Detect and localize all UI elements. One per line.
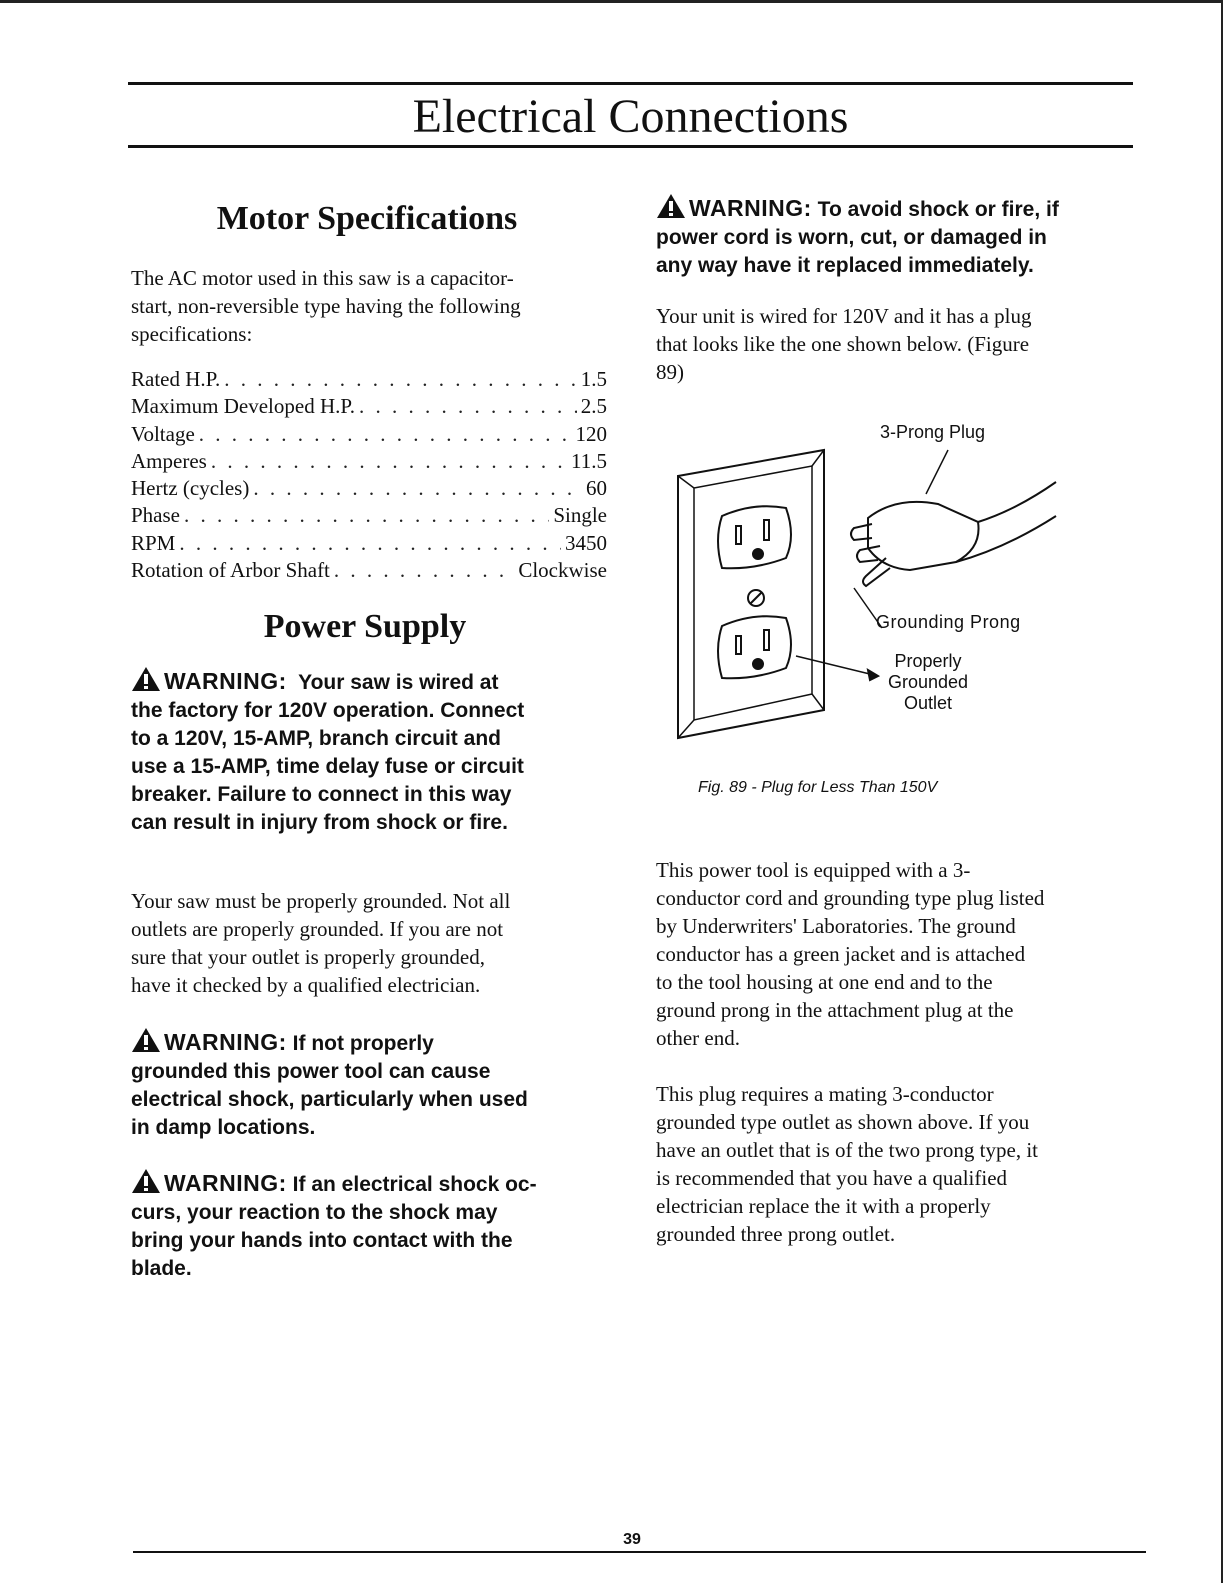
- paragraph-line: that looks like the one shown below. (Figure: [656, 332, 1030, 356]
- paragraph-line: ground prong in the attachment plug at the: [656, 998, 1014, 1022]
- warning-label: WARNING:: [164, 1029, 287, 1056]
- spec-value: 11.5: [571, 448, 607, 473]
- paragraph-line: Your saw must be properly grounded. Not all: [131, 889, 511, 914]
- motor-intro-line: specifications:: [131, 322, 253, 346]
- grounding-paragraph: [131, 887, 609, 999]
- warning-text: blade.: [131, 1257, 192, 1281]
- warning-text: breaker. Failure to connect in this way: [131, 783, 512, 807]
- paragraph-line: This power tool is equipped with a 3-: [656, 858, 971, 882]
- spec-label: Rated H.P.: [131, 367, 221, 391]
- motor-spec-table: [131, 366, 607, 584]
- paragraph-line: electrician replace the it with a properly: [656, 1194, 991, 1218]
- dot-leader: [179, 530, 561, 557]
- warning-text: can result in injury from shock or fire.: [131, 811, 508, 835]
- spec-value: 2.5: [580, 394, 607, 419]
- spec-label: Hertz (cycles): [131, 476, 250, 501]
- warning-text: If an electrical shock oc-: [292, 1173, 537, 1197]
- page-top-border: [0, 0, 1223, 3]
- dot-leader: [211, 448, 567, 475]
- paragraph-line: conductor has a green jacket and is attached: [656, 942, 1026, 966]
- spec-label: RPM: [131, 530, 176, 555]
- dot-leader: [224, 366, 577, 393]
- warning-damaged-cord: [656, 193, 1136, 280]
- spec-row: [131, 393, 607, 420]
- spec-label: Maximum Developed H.P.: [131, 394, 355, 419]
- outlet-label-line: Properly: [894, 651, 962, 671]
- paragraph-line: This plug requires a mating 3-conductor: [656, 1082, 994, 1106]
- warning-text: in damp locations.: [131, 1116, 316, 1140]
- right-column: [656, 193, 1136, 1248]
- spec-label: Phase: [131, 503, 180, 528]
- paragraph-line: 89): [656, 360, 684, 384]
- dot-leader: [184, 502, 549, 529]
- motor-intro: [131, 264, 609, 348]
- page-title: Electrical Connections: [412, 90, 849, 143]
- motor-intro-line: start, non-reversible type having the following: [131, 294, 521, 318]
- figure-caption: Fig. 89 - Plug for Less Than 150V: [698, 779, 938, 796]
- paragraph-line: Your unit is wired for 120V and it has a plug: [656, 304, 1032, 328]
- paragraph-line: is recommended that you have a qualified: [656, 1166, 1008, 1190]
- warning-text: curs, your reaction to the shock may: [131, 1201, 498, 1225]
- spec-row: [131, 557, 607, 584]
- paragraph-line: have an outlet that is of the two prong type, it: [656, 1138, 1038, 1162]
- warning-triangle-icon: [131, 666, 161, 692]
- warning-label: WARNING:: [164, 668, 287, 695]
- label-grounded-outlet: [878, 651, 978, 714]
- warning-triangle-icon: [131, 1027, 161, 1053]
- warning-text: to a 120V, 15-AMP, branch circuit and: [131, 727, 501, 751]
- paragraph-line: grounded type outlet as shown above. If you: [656, 1110, 1030, 1134]
- figure-89: [656, 398, 1136, 808]
- spec-value: Single: [553, 503, 607, 528]
- warning-text: To avoid shock or fire, if: [817, 198, 1059, 221]
- tool-paragraph: [656, 856, 1136, 1052]
- warning-text: If not properly: [292, 1032, 434, 1056]
- warning-text: bring your hands into contact with the: [131, 1229, 513, 1253]
- footer-rule: [133, 1551, 1146, 1553]
- spec-row: [131, 502, 607, 529]
- dot-leader: [253, 475, 582, 502]
- spec-label: Voltage: [131, 421, 195, 446]
- title-rule-bottom: [128, 145, 1133, 148]
- left-column: [131, 200, 609, 1283]
- spec-value: 60: [586, 476, 607, 501]
- warning-first-line: [131, 1168, 609, 1199]
- spec-row: [131, 421, 607, 448]
- warning-triangle-icon: [656, 193, 686, 219]
- wired-paragraph: [656, 302, 1136, 386]
- warning-text: grounded this power tool can cause: [131, 1060, 491, 1084]
- dot-leader: [199, 421, 572, 448]
- spec-label: Rotation of Arbor Shaft: [131, 558, 330, 583]
- spec-value: Clockwise: [518, 558, 607, 583]
- label-grounding-prong: Grounding Prong: [876, 612, 1021, 632]
- power-supply-heading: Power Supply: [263, 608, 467, 646]
- spec-row: [131, 475, 607, 502]
- spec-value: 120: [575, 421, 607, 446]
- warning-label: WARNING:: [164, 1170, 287, 1197]
- paragraph-line: by Underwriters' Laboratories. The ground: [656, 914, 1016, 938]
- warning-text: electrical shock, particularly when used: [131, 1088, 528, 1112]
- warning-first-line: [131, 666, 609, 697]
- dot-leader: [359, 393, 577, 420]
- paragraph-line: grounded three prong outlet.: [656, 1222, 896, 1246]
- spec-row: [131, 366, 607, 393]
- outlet-label-line: Grounded: [887, 672, 969, 692]
- warning-text: any way have it replaced immediately.: [656, 254, 1034, 277]
- spec-value: 3450: [565, 530, 607, 555]
- paragraph-line: to the tool housing at one end and to the: [656, 970, 993, 994]
- warning-first-line: [656, 193, 1136, 224]
- warning-first-line: [131, 1027, 609, 1058]
- paragraph-line: conductor cord and grounding type plug listed: [656, 886, 1045, 910]
- title-rule-top: [128, 82, 1133, 85]
- plug-paragraph: [656, 1080, 1136, 1248]
- spec-row: [131, 448, 607, 475]
- spec-label: Amperes: [131, 448, 207, 473]
- warning-grounding: [131, 1027, 609, 1142]
- dot-leader: [334, 557, 514, 584]
- warning-text: use a 15-AMP, time delay fuse or circuit: [131, 755, 524, 779]
- paragraph-line: sure that your outlet is properly grounded,: [131, 945, 486, 970]
- label-3-prong-plug: 3-Prong Plug: [880, 422, 986, 442]
- paragraph-line: have it checked by a qualified electrician.: [131, 973, 481, 998]
- motor-intro-line: The AC motor used in this saw is a capacitor-: [131, 266, 514, 290]
- warning-text: Your saw is wired at: [298, 671, 499, 695]
- warning-text: power cord is worn, cut, or damaged in: [656, 226, 1047, 249]
- motor-specifications-heading: Motor Specifications: [216, 200, 518, 237]
- spec-row: [131, 530, 607, 557]
- warning-shock-reaction: [131, 1168, 609, 1283]
- page-number: 39: [623, 1531, 641, 1548]
- warning-text: the factory for 120V operation. Connect: [131, 699, 525, 723]
- warning-label: WARNING:: [689, 195, 812, 221]
- outlet-label-line: Outlet: [903, 693, 953, 713]
- paragraph-line: other end.: [656, 1026, 740, 1050]
- spec-value: 1.5: [580, 367, 607, 391]
- warning-power-supply: [131, 666, 609, 837]
- paragraph-line: outlets are properly grounded. If you are not: [131, 917, 504, 942]
- warning-triangle-icon: [131, 1168, 161, 1194]
